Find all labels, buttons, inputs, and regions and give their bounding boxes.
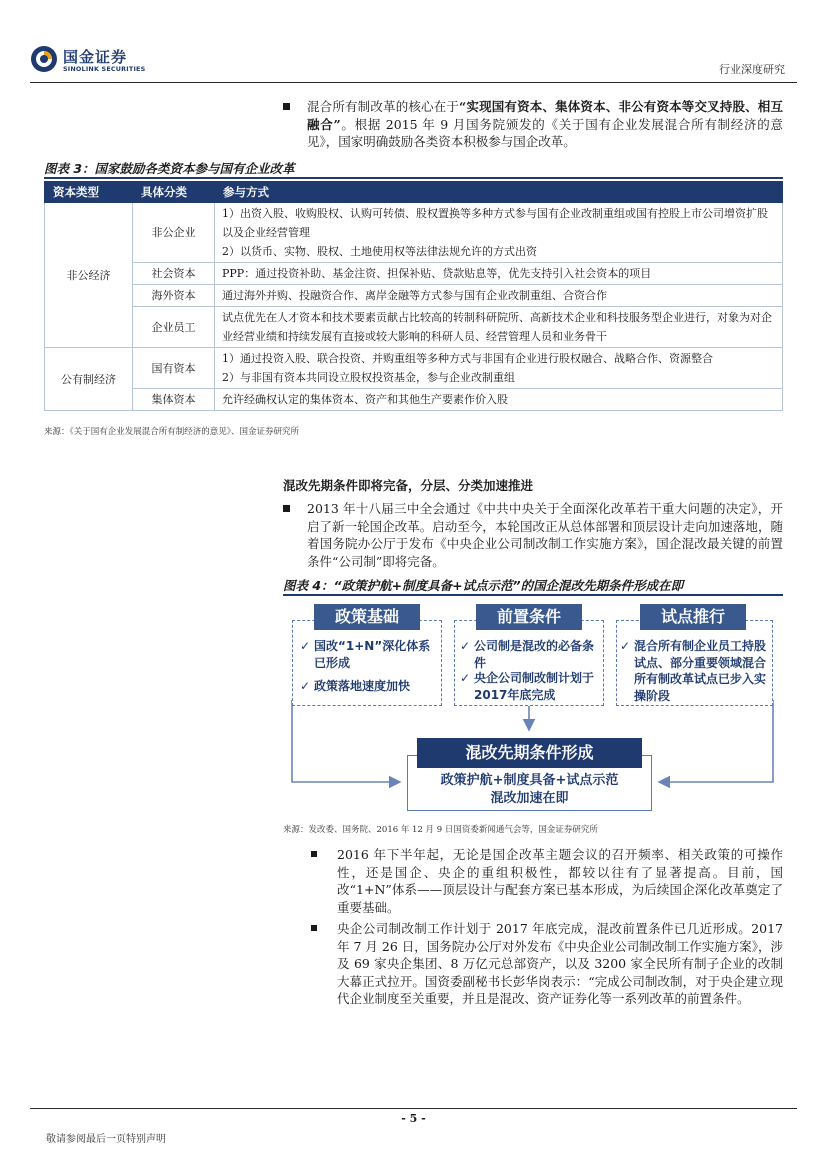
sub-category: 海外资本 — [133, 285, 215, 307]
header-divider — [30, 82, 797, 83]
sub-category: 国有资本 — [133, 348, 215, 389]
participation-text: 1）通过投资入股、联合投资、并购重组等多种方式与非国有企业进行股权融合、战略合作、资源整合 2）与非国有资本共同设立股权投资基金，参与企业改制重组 — [215, 348, 783, 389]
page-header — [30, 42, 797, 82]
table-row — [45, 285, 783, 307]
policy-item-text: 国改“1+N”深化体系已形成 — [314, 639, 431, 670]
sub-category: 非公企业 — [133, 203, 215, 263]
header-sub-category: 具体分类 — [133, 182, 215, 203]
bullet-marker — [311, 925, 317, 931]
sub-category: 社会资本 — [133, 263, 215, 285]
check-icon: ✓ — [300, 679, 311, 693]
sub-category: 集体资本 — [133, 389, 215, 411]
figure4-caption: 图表 4：“政策护航+制度具备+试点示范”的国企混改先期条件形成在即 — [283, 578, 684, 593]
result-line-2: 混改加速在即 — [490, 791, 569, 806]
figure3-source: 来源：《关于国有企业发展混合所有制经济的意见》、国金证券研究所 — [44, 427, 300, 437]
section-title: 混改先期条件即将完备，分层、分类加速推进 — [283, 478, 534, 493]
logo-mark-icon — [30, 45, 58, 73]
participation-text: 允许经确权认定的集体资本、资产和其他生产要素作价入股 — [215, 389, 783, 411]
table-row — [45, 263, 783, 285]
precondition-item — [460, 638, 600, 671]
policy-item — [300, 678, 438, 695]
preconditions-title: 前置条件 — [476, 604, 582, 630]
figure3-table — [44, 181, 783, 411]
pilot-title: 试点推行 — [640, 604, 746, 630]
section-bullet — [283, 500, 783, 570]
bullet-marker — [311, 851, 317, 857]
result-text — [407, 772, 652, 808]
check-icon: ✓ — [460, 639, 471, 653]
report-type: 行业深度研究 — [719, 63, 785, 76]
participation-text: 通过海外并购、投融资合作、离岸金融等方式参与国有企业改制重组、合资合作 — [215, 285, 783, 307]
figure4-diagram — [282, 600, 783, 818]
intro-pre: 混合所有制改革的核心在于 — [307, 99, 460, 114]
header-capital-type: 资本类型 — [45, 182, 133, 203]
precondition-item-text: 公司制是混改的必备条件 — [474, 639, 595, 670]
result-line-1: 政策护航+制度具备+试点示范 — [440, 773, 619, 788]
policy-item — [300, 638, 438, 671]
footer-divider — [30, 1108, 797, 1109]
precondition-item-text: 央企公司制改制计划于2017年底完成 — [474, 671, 595, 702]
check-icon: ✓ — [300, 639, 311, 653]
group-public: 公有制经济 — [45, 348, 133, 411]
participation-text: 试点优先在人才资本和技术要素贡献占比较高的转制科研院所、高新技术企业和科技服务型企业进行，对象为对企业经营业绩和持续发展有直接或较大影响的科研人员、经营管理人员和业务骨干 — [215, 307, 783, 348]
figure3-caption: 图表 3：国家鼓励各类资本参与国有企业改革 — [44, 161, 295, 176]
participation-text: 1）出资入股、收购股权、认购可转债、股权置换等多种方式参与国有企业改制重组或国有控股上市公司增资扩股以及企业经营管理 2）以货币、实物、股权、土地使用权等法律法规允许的方式出资 — [215, 203, 783, 263]
pilot-item — [620, 638, 770, 704]
pilot-item-text: 混合所有制企业员工持股试点、部分重要领域混合所有制改革试点已步入实操阶段 — [634, 639, 767, 703]
table-header-row — [45, 182, 783, 203]
table-row — [45, 203, 783, 263]
logo-english-name: SINOLINK SECURITIES — [63, 65, 146, 73]
figure4-caption-rule — [283, 594, 783, 596]
bullet-central-soe — [311, 920, 783, 1008]
figure4-source: 来源：发改委、国务院、2016 年 12 月 9 日国资委新闻通气会等，国金证券研究所 — [283, 825, 598, 835]
policy-item-text: 政策落地速度加快 — [314, 679, 411, 693]
intro-text — [307, 98, 783, 151]
bullet-2016 — [311, 846, 783, 916]
bullet-marker — [283, 103, 290, 110]
sub-category: 企业员工 — [133, 307, 215, 348]
bullet-central-soe-text: 央企公司制改制工作计划于 2017 年底完成，混改前置条件已几近形成。2017 年 7 月 26 日，国务院办公厅对外发布《中央企业公司制改制工作实施方案》，涉及 69 家央企集团、8 万亿元总部资产，以及 3200 家全民所有制子企业的改制大幕正式拉开。国资委副秘书长彭华岗表示：“完成公司制改制，对于央企建立现代企业制度至关重要，并且是混改、资产证券化等一系列改革的前置条件。 — [337, 921, 784, 1006]
table-row — [45, 348, 783, 389]
figure3-caption-rule — [44, 177, 783, 179]
intro-post: 。根据 2015 年 9 月国务院颁发的《关于国有企业发展混合所有制经济的意见》，国家明确鼓励各类资本积极参与国企改革。 — [307, 116, 783, 149]
result-title: 混改先期条件形成 — [417, 738, 642, 768]
company-logo — [30, 42, 160, 78]
page-number: - 5 - — [401, 1112, 426, 1125]
group-non-public: 非公经济 — [45, 203, 133, 348]
header-participation: 参与方式 — [215, 182, 783, 203]
check-icon: ✓ — [460, 671, 471, 685]
bullet-2016-text: 2016 年下半年起，无论是国企改革主题会议的召开频率、相关政策的可操作性，还是国企、央企的重组积极性，都较以往有了显著提高。目前，国改“1+N”体系——顶层设计与配套方案已基本形成，为后续国企深化改革奠定了重要基础。 — [337, 847, 783, 915]
check-icon: ✓ — [620, 639, 631, 653]
precondition-item — [460, 670, 600, 703]
disclaimer: 敬请参阅最后一页特别声明 — [46, 1134, 166, 1145]
intro-emphasis: “实现国有资本、集体资本、非公有资本等交叉持股、相互融合” — [307, 99, 783, 132]
policy-basis-title: 政策基础 — [314, 604, 420, 630]
participation-text: PPP：通过投资补助、基金注资、担保补贴、贷款贴息等，优先支持引入社会资本的项目 — [215, 263, 783, 285]
bullet-marker — [283, 505, 290, 512]
intro-bullet — [283, 98, 783, 151]
section-bullet-text: 2013 年十八届三中全会通过《中共中央关于全面深化改革若干重大问题的决定》，开启了新一轮国企改革。启动至今，本轮国改正从总体部署和顶层设计走向加速落地，随着国务院办公厅于发布《中央企业公司制改制工作实施方案》，国企混改最关键的前置条件“公司制”即将完备。 — [307, 501, 783, 569]
table-row — [45, 389, 783, 411]
logo-chinese-name: 国金证券 — [63, 48, 128, 66]
table-row — [45, 307, 783, 348]
